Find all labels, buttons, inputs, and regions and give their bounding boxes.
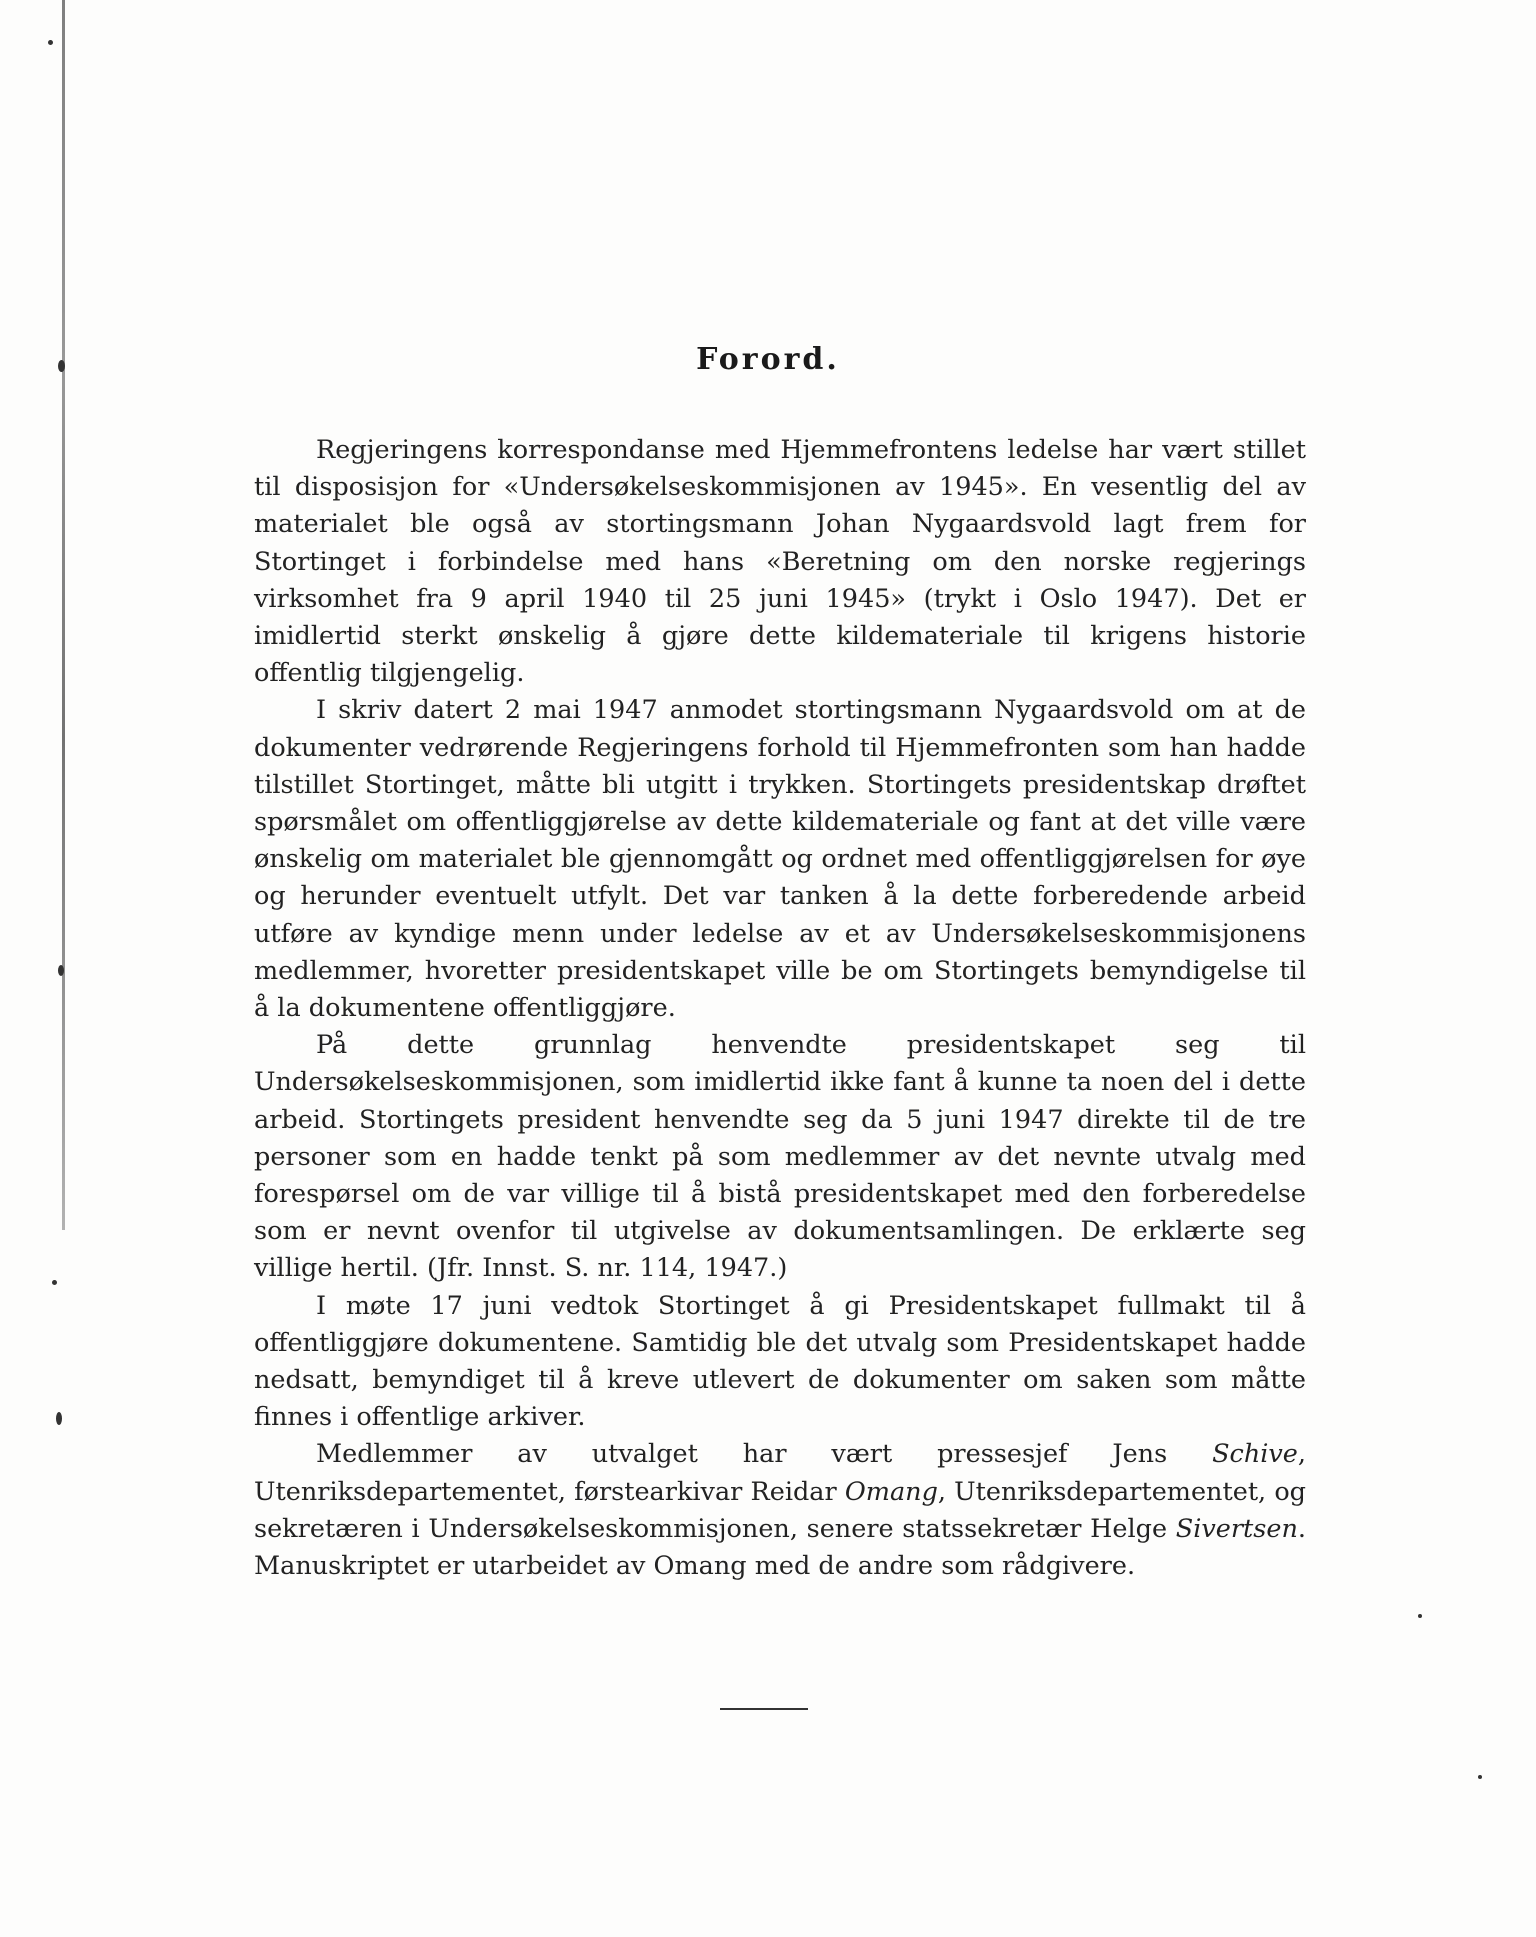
binding-edge [62,0,65,1230]
paragraph: Regjeringens korrespondanse med Hjemmefrontens ledelse har vært stillet til disposisjon for «Undersøkelseskommisjonen av 1945». En vesentlig del av materialet ble også av stortingsmann Johan Nygaardsvold lagt frem for Stortinget i forbindelse med hans «Beretning om den norske regjerings virksomhet fra 9 april 1940 til 25 juni 1945» (trykt i Oslo 1947). Det er imidlertid sterkt ønskelig å gjøre dette kildemateriale til krigens historie offentlig tilgjengelig. [254,435,1306,689]
page-title: Forord. [696,342,840,378]
scan-speck [52,1280,57,1285]
text-run: , Utenriksdepartementet, førstearkivar Reidar [254,1439,1306,1507]
paragraph: På dette grunnlag henvendte presidentskapet seg til Undersøkelseskommisjonen, som imidlertid ikke fant å kunne ta noen del i dette arbeid. Stortingets president henvendte seg da 5 juni 1947 direkte til de tre personer som en hadde tenkt på som medlemmer av det nevnte utvalg med forespørsel om de var villige til å bistå presidentskapet med den forberedelse som er nevnt ovenfor til utgivelse av dokumentsamlingen. De erklærte seg villige hertil. (Jfr. Innst. S. nr. 114, 1947.) [254,1030,1306,1284]
member-name-omang: Omang [844,1476,938,1507]
paragraph-committee-members [254,1436,1306,1585]
member-name-sivertsen: Sivertsen [1175,1513,1298,1544]
scan-speck [1478,1775,1482,1779]
scan-speck [58,965,64,976]
text-run: . Manuskriptet er utarbeidet av Omang med de andre som rådgivere. [254,1513,1306,1582]
paragraph: I møte 17 juni vedtok Stortinget å gi Presidentskapet fullmakt til å offentliggjøre dokumentene. Samtidig ble det utvalg som Presidentskapet hadde nedsatt, bemyndiget til å kreve utlevert de dokumenter om saken som måtte finnes i offentlige arkiver. [254,1290,1306,1433]
paragraph: I skriv datert 2 mai 1947 anmodet stortingsmann Nygaardsvold om at de dokumenter vedrørende Regjeringens forhold til Hjemmefronten som han hadde tilstillet Stortinget, måtte bli utgitt i trykken. Stortingets presidentskap drøftet spørsmålet om offentliggjørelse av dette kildemateriale og fant at det ville være ønskelig om materialet ble gjennomgått og ordnet med offentliggjørelsen for øye og herunder eventuelt utfylt. Det var tanken å la dette forberedende arbeid utføre av kyndige menn under ledelse av et av Undersøkelseskommisjonens medlemmer, hvoretter presidentskapet ville be om Stortingets bemyndigelse til å la dokumentene offentliggjøre. [254,695,1306,1024]
text-run: , Utenriksdepartementet, og sekretæren i Undersøkelseskommisjonen, senere statssekretær Helge [254,1476,1307,1544]
closing-rule [720,1708,808,1710]
scan-speck [1418,1614,1422,1618]
text-run: Medlemmer av utvalget har vært pressesjef Jens [316,1439,1213,1470]
foreword-body [254,432,1306,1585]
scan-speck [56,1412,62,1425]
scan-speck [48,40,53,45]
member-name-schive: Schive [1212,1439,1298,1470]
